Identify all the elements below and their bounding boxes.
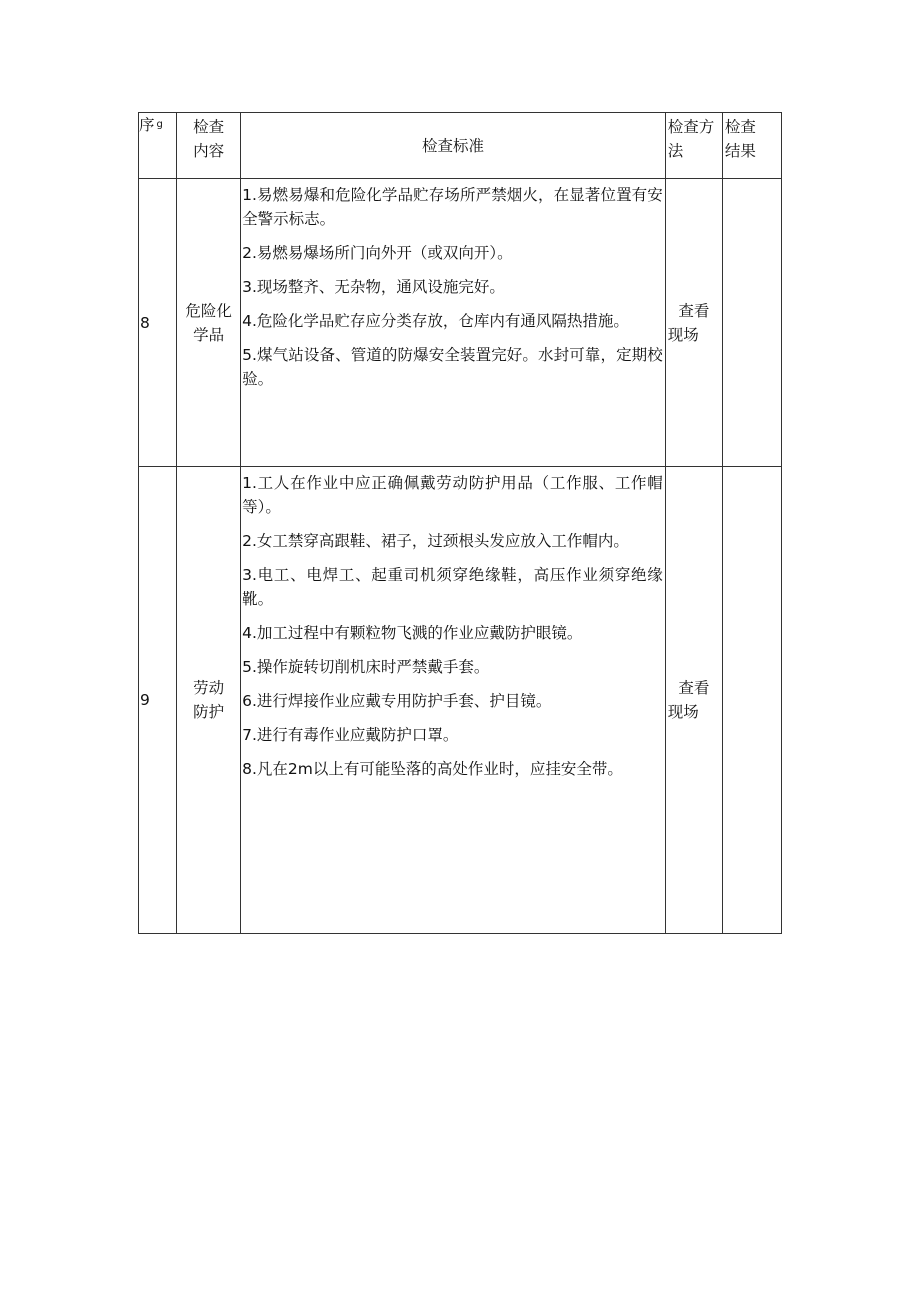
row-standards — [241, 467, 666, 934]
row-method: 查看 现场 — [665, 179, 722, 467]
standard-item: 5.操作旋转切削机床时严禁戴手套。 — [242, 658, 490, 676]
standard-item: 7.进行有毒作业应戴防护口罩。 — [242, 726, 459, 744]
header-standard: 检查标准 — [241, 113, 666, 179]
header-method: 检查方 法 — [665, 113, 722, 179]
header-content: 检查 内容 — [177, 113, 241, 179]
standard-item: 1.易燃易爆和危险化学品贮存场所严禁烟火，在显著位置有安全警示标志。 — [242, 186, 663, 228]
standard-item: 6.进行焊接作业应戴专用防护手套、护目镜。 — [242, 692, 552, 710]
standard-item: 2.女工禁穿高跟鞋、裙子，过颈根头发应放入工作帽内。 — [242, 532, 629, 550]
row-number: 9 — [139, 467, 177, 934]
row-standards — [241, 179, 666, 467]
row-result — [722, 467, 781, 934]
row-number: 8 — [139, 179, 177, 467]
standard-item: 2.易燃易爆场所门向外开（或双向开）。 — [242, 244, 513, 262]
standard-item: 3.电工、电焊工、起重司机须穿绝缘鞋，高压作业须穿绝缘靴。 — [242, 566, 663, 608]
row-category: 劳动 防护 — [177, 467, 241, 934]
standard-item: 1.工人在作业中应正确佩戴劳动防护用品（工作服、工作帽等）。 — [242, 474, 663, 516]
table-header-row — [139, 113, 782, 179]
standard-item: 5.煤气站设备、管道的防爆安全装置完好。水封可靠，定期校验。 — [242, 346, 663, 388]
row-category: 危险化 学品 — [177, 179, 241, 467]
standard-item: 3.现场整齐、无杂物，通风设施完好。 — [242, 278, 505, 296]
header-result: 检查 结果 — [722, 113, 781, 179]
standard-item: 8.凡在2m以上有可能坠落的高处作业时，应挂安全带。 — [242, 760, 623, 778]
table-row — [139, 467, 782, 934]
standard-item: 4.危险化学品贮存应分类存放，仓库内有通风隔热措施。 — [242, 312, 629, 330]
inspection-table — [138, 112, 782, 934]
table-row — [139, 179, 782, 467]
row-result — [722, 179, 781, 467]
header-no: 序 $^g$ — [139, 113, 177, 179]
row-method: 查看 现场 — [665, 467, 722, 934]
standard-item: 4.加工过程中有颗粒物飞溅的作业应戴防护眼镜。 — [242, 624, 583, 642]
